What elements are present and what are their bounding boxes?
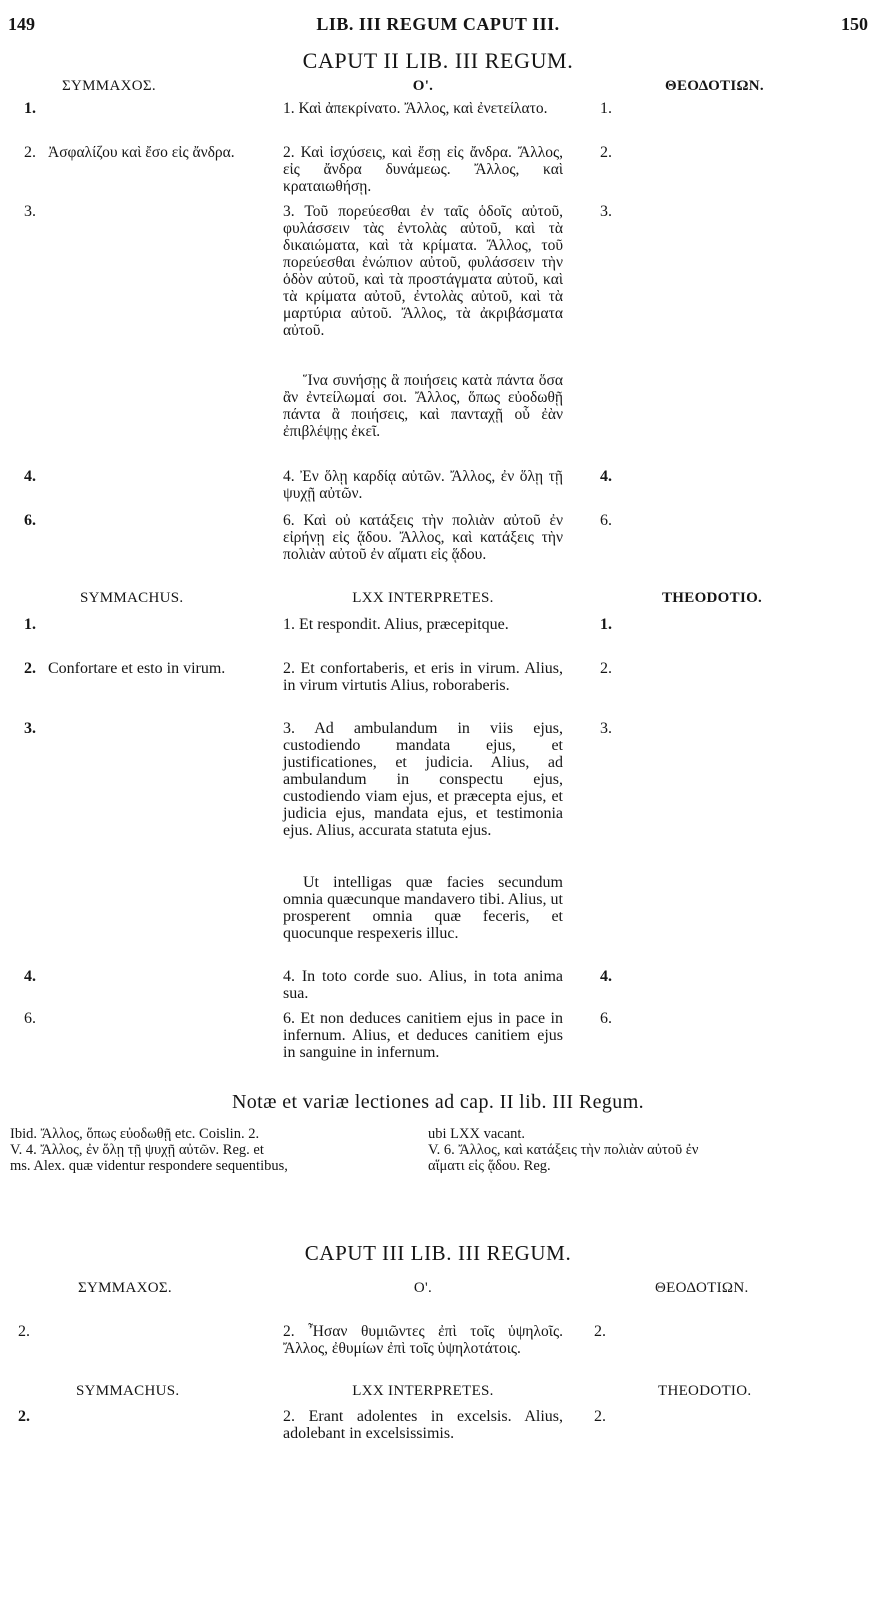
greek-header-symmachus: ΣΥΜΜΑΧΟΣ. (62, 78, 156, 94)
c3-latin-row-num-right: 2. (594, 1408, 606, 1425)
latin-row-4-num-left: 4. (24, 968, 36, 985)
c3-greek-row-num-right: 2. (594, 1323, 606, 1340)
latin-header-symmachus: SYMMACHUS. (80, 590, 184, 606)
c3-latin-header-symmachus: SYMMACHUS. (76, 1383, 180, 1399)
greek-row-1-num-left: 1. (24, 100, 36, 117)
latin-header-lxx: LXX INTERPRETES. (352, 590, 494, 606)
c3-greek-header-symmachus: ΣΥΜΜΑΧΟΣ. (78, 1280, 172, 1296)
latin-row-6-num-right: 6. (600, 1010, 612, 1027)
latin-row-2-symmachus: Confortare et esto in virum. (48, 660, 226, 677)
greek-row-6-lxx: 6. Καὶ οὐ κατάξεις τὴν πολιὰν αὐτοῦ ἐν εἰρήνῃ εἰς ᾅδου. Ἄλλος, καὶ κατάξεις τὴν πολιὰν αὐτοῦ ἐν αἵματι εἰς ᾅδου. (283, 512, 563, 563)
c3-latin-header-theodotion: THEODOTIO. (658, 1383, 752, 1399)
greek-row-1-num-right: 1. (600, 100, 612, 117)
greek-row-4-num-right: 4. (600, 468, 612, 485)
greek-row-4-lxx: 4. Ἐν ὅλῃ καρδίᾳ αὐτῶν. Ἄλλος, ἐν ὅλῃ τῇ ψυχῇ αὐτῶν. (283, 468, 563, 502)
c3-greek-row-num-left: 2. (18, 1323, 30, 1340)
latin-row-2-lxx: 2. Et confortaberis, et eris in virum. Alius, in virum virtutis Alius, roboraberis. (283, 660, 563, 694)
c3-latin-row-lxx: 2. Erant adolentes in excelsis. Alius, adolebant in excelsissimis. (283, 1408, 563, 1442)
latin-row-1-lxx-text: 1. Et respondit. Alius, præcepitque. (283, 616, 509, 633)
latin-row-2-num-left: 2. (24, 660, 36, 677)
greek-row-2-symmachus: Ἀσφαλίζου καὶ ἔσο εἰς ἄνδρα. (48, 144, 235, 161)
latin-row-1-lxx (283, 616, 563, 633)
greek-row-2-lxx: 2. Καὶ ἰσχύσεις, καὶ ἔσῃ εἰς ἄνδρα. Ἄλλος, εἰς ἄνδρα δυνάμεως. Ἄλλος, καὶ κραταιωθήσῃ. (283, 144, 563, 195)
running-title: LIB. III REGUM CAPUT III. (316, 14, 560, 34)
caput-2-title: CAPUT II LIB. III REGUM. (302, 48, 574, 73)
c3-greek-header-lxx: Ο'. (413, 1280, 433, 1296)
notes-title: Notæ et variæ lectiones ad cap. II lib. III Regum. (231, 1091, 645, 1113)
latin-row-1-num-left: 1. (24, 616, 36, 633)
greek-row-3-lxx: 3. Τοῦ πορεύεσθαι ἐν ταῖς ὁδοῖς αὐτοῦ, φυλάσσειν τὰς ἐντολὰς αὐτοῦ, καὶ τὰ δικαιώματα, καὶ τὰ κρίματα. Ἄλλος, τοῦ πορεύεσθαι ἐνώπιον αὐτοῦ, φυλάσσειν τὴν ὁδὸν αὐτοῦ, καὶ τὰ προστάγματα αὐτοῦ, καὶ τὰ κρίματα αὐτοῦ, ἐντολὰς αὐτοῦ, καὶ τὰ μαρτύρια αὐτοῦ. Ἄλλος, τὰ ἀκριβάσματα αὐτοῦ. (283, 203, 563, 339)
c3-greek-header-theodotion: ΘΕΟΔΟΤΙΩΝ. (655, 1280, 749, 1296)
greek-row-3b-lxx: Ἵνα συνήσῃς ἃ ποιήσεις κατὰ πάντα ὅσα ἂν ἐντείλωμαί σοι. Ἄλλος, ὅπως εὐοδωθῇ πάντα ἃ ποιήσεις, καὶ πανταχῇ οὗ ἐὰν ἐπιβλέψῃς ἐκεῖ. (283, 372, 563, 440)
notes-right-column (428, 1126, 868, 1174)
note-left-line-1: Ibid. Ἄλλος, ὅπως εὐοδωθῇ etc. Coislin. 2. (10, 1126, 260, 1142)
greek-row-3-num-right: 3. (600, 203, 612, 220)
latin-row-3-lxx: 3. Ad ambulandum in viis ejus, custodiendo mandata ejus, et justificationes, et judicia. Alius, ad ambulandum in conspectu ejus, custodiendo viam ejus, et præcepta ejus, et judicia ejus, mandata ejus, et testimonia ejus. Alius, accurata statuta ejus. (283, 720, 563, 839)
greek-row-2-num-right: 2. (600, 144, 612, 161)
note-right-line-3: αἵματι εἰς ᾅδου. Reg. (428, 1158, 551, 1174)
latin-header-theodotion: THEODOTIO. (662, 590, 763, 606)
greek-row-6-num-right: 6. (600, 512, 612, 529)
c3-latin-row-num-left: 2. (18, 1408, 30, 1425)
greek-header-lxx: Ο'. (412, 78, 434, 94)
note-left-line-2: V. 4. Ἄλλος, ἐν ὅλῃ τῇ ψυχῇ αὐτῶν. Reg. et (10, 1142, 264, 1158)
latin-row-3-num-left: 3. (24, 720, 36, 737)
latin-row-6-num-left: 6. (24, 1010, 36, 1027)
latin-row-4-num-right: 4. (600, 968, 612, 985)
c3-greek-row-lxx: 2. Ἦσαν θυμιῶντες ἐπὶ τοῖς ὑψηλοῖς. Ἄλλος, ἐθυμίων ἐπὶ τοῖς ὑψηλοτάτοις. (283, 1323, 563, 1357)
latin-row-1-num-right: 1. (600, 616, 612, 633)
note-right-line-2: V. 6. Ἄλλος, καὶ κατάξεις τὴν πολιὰν αὐτοῦ ἐν (428, 1142, 699, 1158)
latin-row-3b-lxx: Ut intelligas quæ facies secundum omnia quæcunque mandavero tibi. Alius, ut prosperent omnia quæ feceris, et quocunque respexeris illuc. (283, 874, 563, 942)
greek-row-4-num-left: 4. (24, 468, 36, 485)
latin-row-4-lxx: 4. In toto corde suo. Alius, in tota anima sua. (283, 968, 563, 1002)
note-left-line-3: ms. Alex. quæ videntur respondere sequentibus, (10, 1158, 288, 1174)
notes-left-column (10, 1126, 420, 1174)
caput-3-title: CAPUT III LIB. III REGUM. (304, 1241, 572, 1265)
page-number-right: 150 (841, 14, 868, 34)
greek-row-3-num-left: 3. (24, 203, 36, 220)
greek-row-6-num-left: 6. (24, 512, 36, 529)
latin-row-2-num-right: 2. (600, 660, 612, 677)
greek-row-1-lxx: 1. Καὶ ἀπεκρίνατο. Ἄλλος, καὶ ἐνετείλατο. (283, 100, 548, 117)
greek-header-theodotion: ΘΕΟΔΟΤΙΩΝ. (665, 78, 764, 94)
page-number-left: 149 (8, 14, 35, 34)
greek-row-2-num-left: 2. (24, 144, 36, 161)
running-head (0, 14, 876, 38)
latin-row-6-lxx: 6. Et non deduces canitiem ejus in pace in infernum. Alius, et deduces canitiem ejus in sanguine in infernum. (283, 1010, 563, 1061)
c3-latin-header-lxx: LXX INTERPRETES. (352, 1383, 494, 1399)
note-right-line-1: ubi LXX vacant. (428, 1126, 526, 1142)
latin-row-3-num-right: 3. (600, 720, 612, 737)
